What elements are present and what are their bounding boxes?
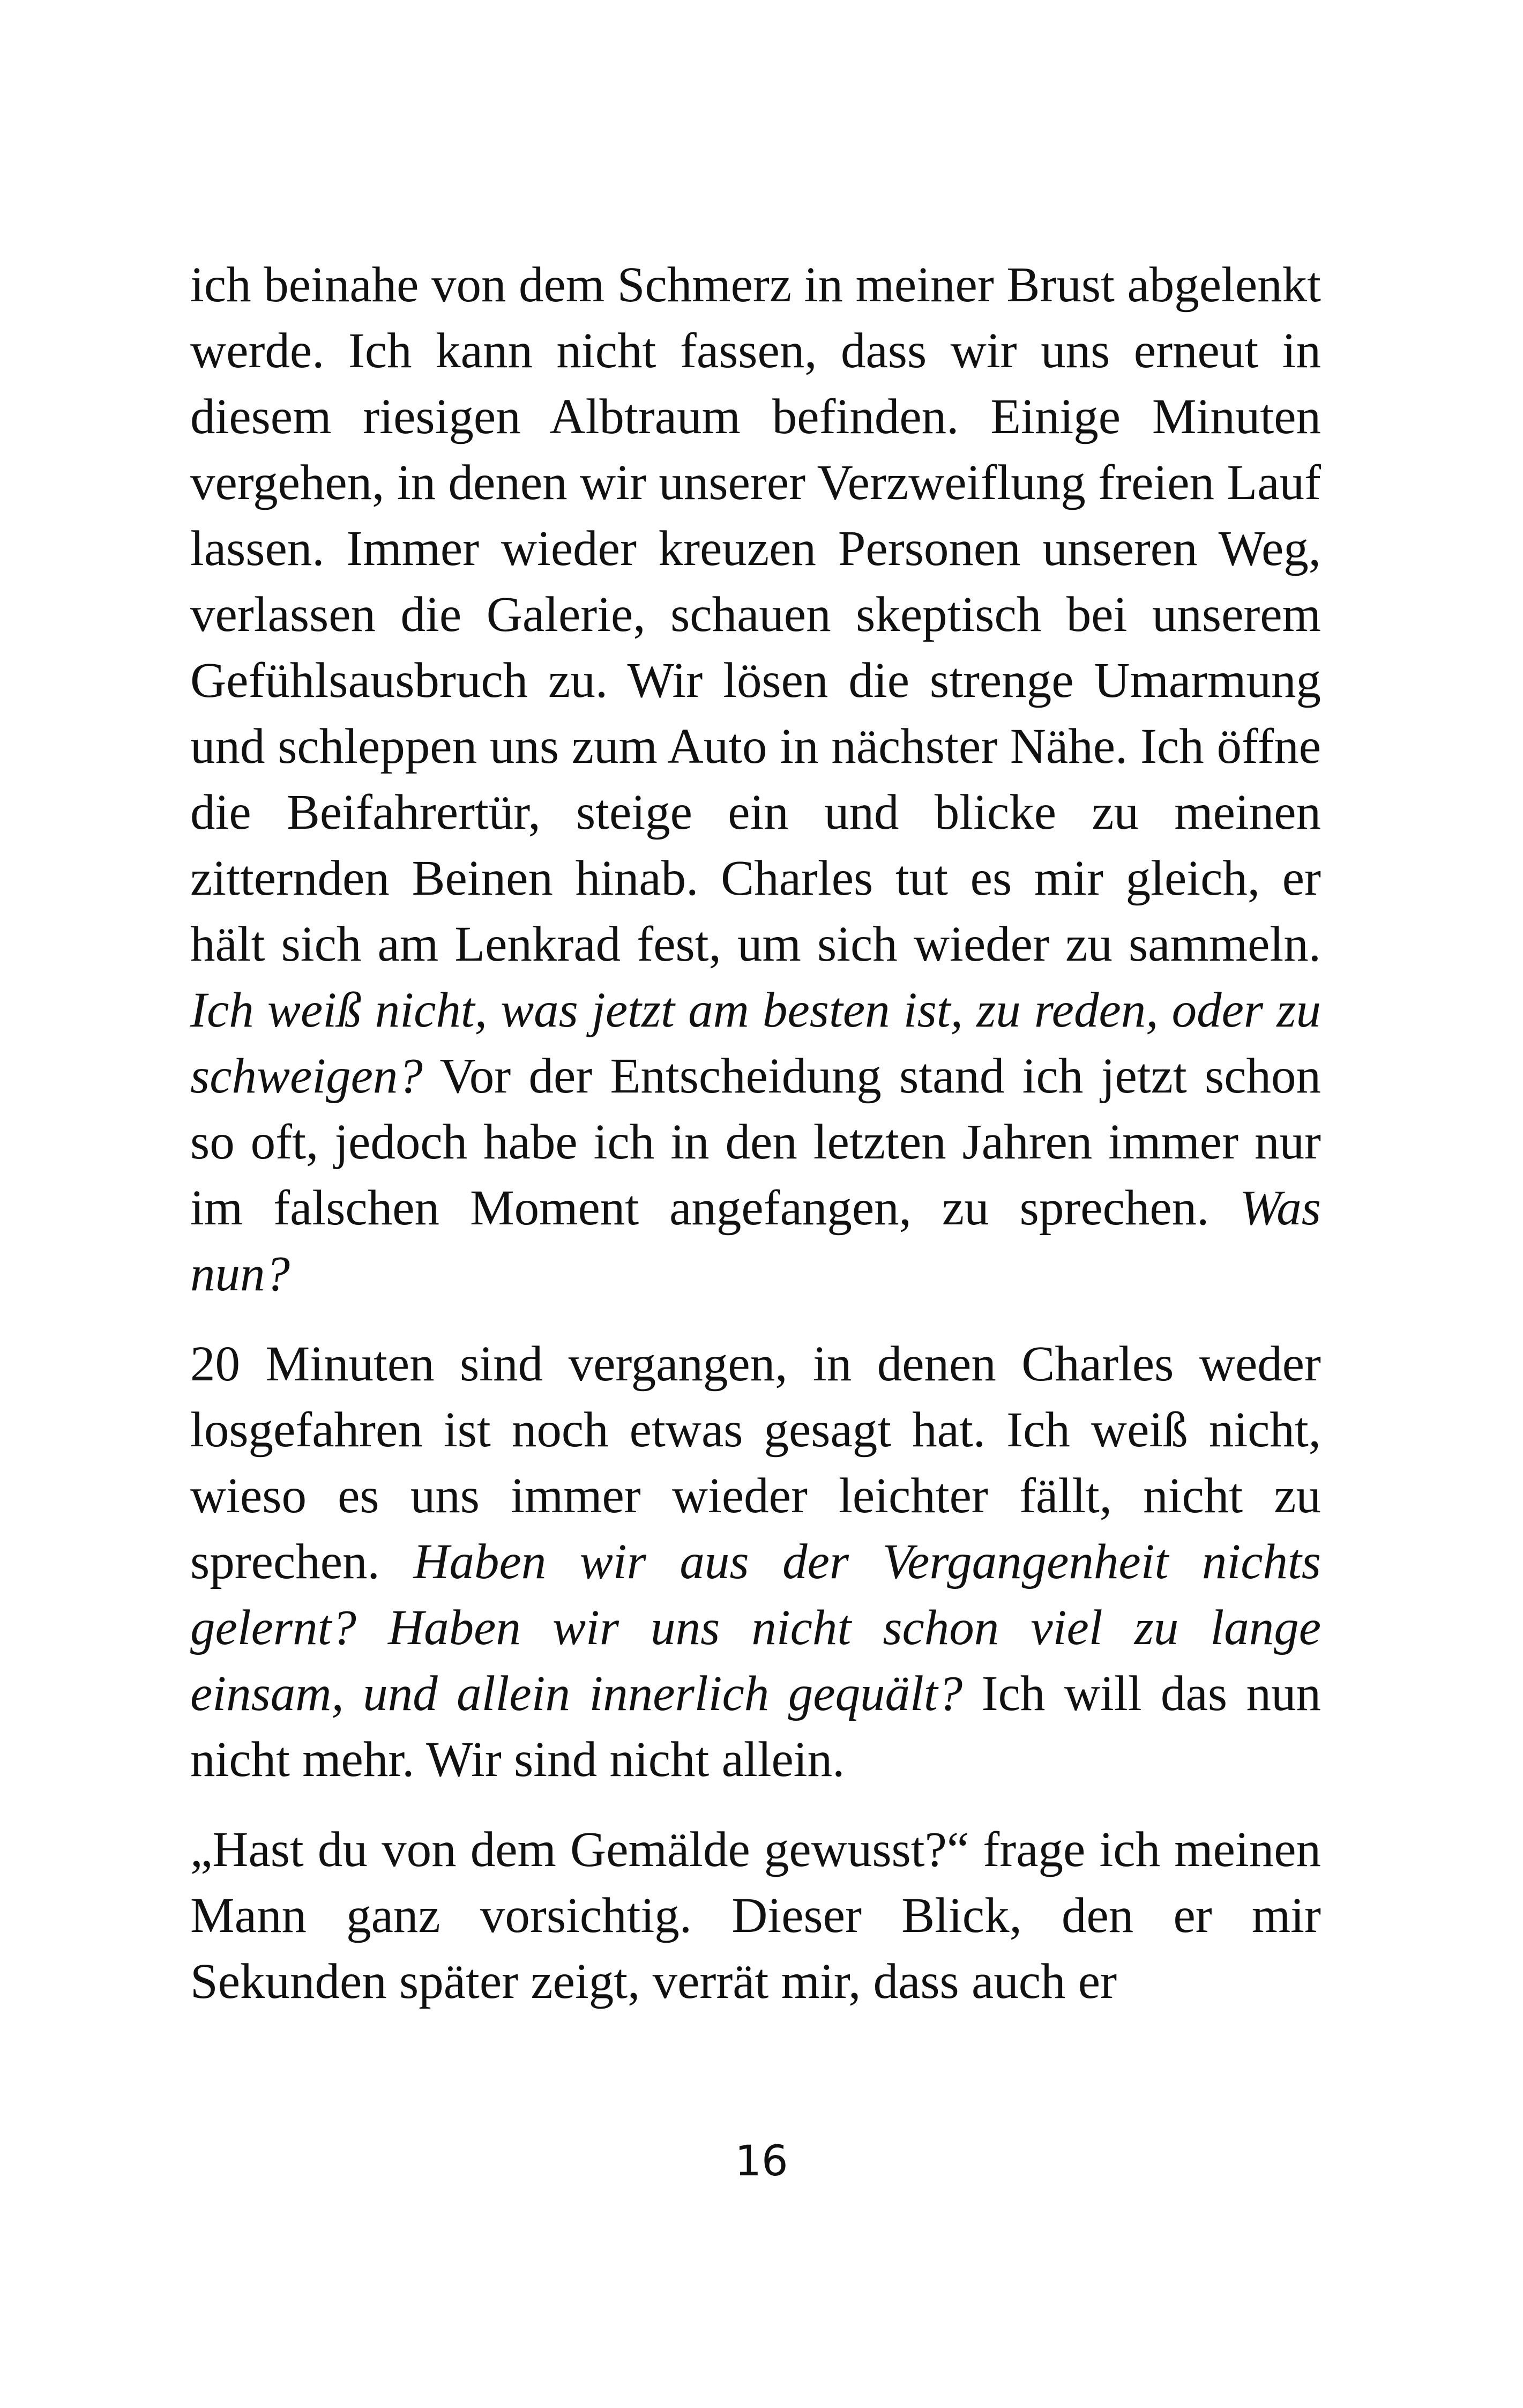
page-body xyxy=(190,252,1321,2015)
italic-text-run: Haben wir aus der Vergangenheit nichts gelernt? Haben wir uns nicht schon viel zu lange einsam, und allein innerlich gequält? xyxy=(190,1534,1321,1721)
text-run: Vor der Entscheidung stand ich jetzt schon so oft, jedoch habe ich in den letzten Jahren immer nur im falschen Moment angefangen, zu sprechen. xyxy=(190,1049,1321,1236)
paragraph-3 xyxy=(190,1817,1321,2015)
text-run: Ich will das nun nicht mehr. Wir sind nicht allein. xyxy=(190,1666,1321,1787)
text-run: ich beinahe von dem Schmerz in meiner Brust abgelenkt werde. Ich kann nicht fassen, dass wir uns erneut in diesem riesigen Albtraum befinden. Einige Minuten vergehen, in denen wir unserer Verzweiflung freien Lauf lassen. Immer wieder kreuzen Personen unseren Weg, verlassen die Galerie, schauen skeptisch bei unserem Gefühlsausbruch zu. Wir lösen die strenge Umarmung und schleppen uns zum Auto in nächster Nähe. Ich öffne die Beifahrertür, steige ein und blicke zu meinen zitternden Beinen hinab. Charles tut es mir gleich, er hält sich am Lenkrad fest, um sich wieder zu sammeln. xyxy=(190,257,1321,972)
italic-text-run: Ich weiß nicht, was jetzt am besten ist, zu reden, oder zu schweigen? xyxy=(190,983,1321,1104)
text-run: 20 Minuten sind vergangen, in denen Charles weder losgefahren ist noch etwas gesagt hat. Ich weiß nicht, wieso es uns immer wieder leichter fällt, nicht zu sprechen. xyxy=(190,1336,1321,1589)
italic-text-run: Was nun? xyxy=(190,1180,1321,1302)
text-run: „Hast du von dem Gemälde gewusst?“ frage ich meinen Mann ganz vorsichtig. Dieser Blick, den er mir Sekunden später zeigt, verrät mir, dass auch er xyxy=(190,1822,1321,2009)
paragraph-1 xyxy=(190,252,1321,1307)
paragraph-2 xyxy=(190,1331,1321,1793)
page-number: 16 xyxy=(735,2137,788,2186)
